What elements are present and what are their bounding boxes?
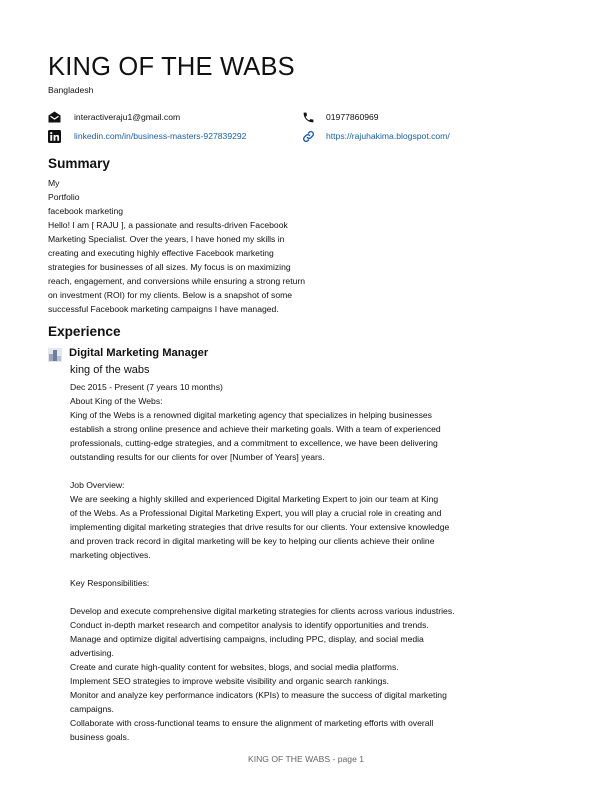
summary-heading: Summary	[48, 156, 110, 171]
job-line: Create and curate high-quality content for websites, blogs, and social media platforms.	[70, 662, 399, 672]
company-logo-icon	[48, 348, 62, 362]
summary-line: on investment (ROI) for my clients. Below is a snapshot of some	[48, 290, 293, 300]
email-contact[interactable]	[48, 110, 180, 124]
job-line: marketing objectives.	[70, 550, 151, 560]
phone-contact[interactable]	[302, 110, 379, 124]
job-line: Develop and execute comprehensive digital marketing strategies for clients across various industries.	[70, 606, 455, 616]
job-title: Digital Marketing Manager	[69, 347, 209, 359]
website-contact[interactable]	[302, 129, 450, 143]
job-dates: Dec 2015 - Present (7 years 10 months)	[70, 382, 223, 392]
summary-line: Marketing Specialist. Over the years, I have honed my skills in	[48, 234, 285, 244]
job-line: About King of the Webs:	[70, 396, 163, 406]
phone-icon	[302, 110, 318, 124]
linkedin-link[interactable]: linkedin.com/in/business-masters-927839292	[74, 131, 247, 141]
job-line: outstanding results for our clients for over [Number of Years] years.	[70, 452, 325, 462]
job-line: Job Overview:	[70, 480, 125, 490]
job-line: Manage and optimize digital advertising campaigns, including PPC, display, and social media	[70, 634, 424, 644]
job-line: advertising.	[70, 648, 114, 658]
linkedin-contact[interactable]	[48, 129, 246, 143]
website-link[interactable]: https://rajuhakima.blogspot.com/	[326, 131, 450, 141]
summary-body	[48, 176, 368, 316]
job-line: implementing digital marketing strategies that drive results for our clients. Your extensive knowledge	[70, 522, 450, 532]
summary-line: successful Facebook marketing campaigns I have managed.	[48, 304, 279, 314]
job-line: campaigns.	[70, 704, 114, 714]
envelope-icon	[48, 110, 64, 124]
job-line: King of the Webs is a renowned digital marketing agency that specializes in helping businesses	[70, 410, 432, 420]
job-line	[70, 464, 540, 478]
summary-line: reach, engagement, and conversions while ensuring a strong return	[48, 276, 306, 286]
job-line: Collaborate with cross-functional teams to ensure the alignment of marketing efforts with overall	[70, 718, 434, 728]
job-line: establish a strong online presence and achieve their marketing goals. With a team of experienced	[70, 424, 441, 434]
linkedin-icon	[48, 129, 64, 143]
summary-line: Hello! I am [ RAJU ], a passionate and results-driven Facebook	[48, 220, 288, 230]
job-line	[70, 562, 540, 576]
summary-line: Portfolio	[48, 192, 80, 202]
job-line: Monitor and analyze key performance indicators (KPIs) to measure the success of digital marketing	[70, 690, 447, 700]
job-line: Conduct in-depth market research and competitor analysis to identify opportunities and trends.	[70, 620, 429, 630]
job-description	[70, 380, 540, 744]
link-icon	[302, 129, 318, 143]
job-line	[70, 590, 540, 604]
job-line: business goals.	[70, 732, 130, 742]
job-line: and proven track record in digital marketing will be key to helping our clients achieve their online	[70, 536, 435, 546]
job-line: of the Webs. As a Professional Digital Marketing Expert, you will play a crucial role in creating and	[70, 508, 442, 518]
candidate-location: Bangladesh	[48, 85, 94, 95]
summary-line: facebook marketing	[48, 206, 123, 216]
page-footer: KING OF THE WABS - page 1	[247, 754, 365, 764]
phone-text: 01977860969	[326, 112, 379, 122]
candidate-name: KING OF THE WABS	[48, 53, 295, 81]
job-line: We are seeking a highly skilled and experienced Digital Marketing Expert to join our team at King	[70, 494, 439, 504]
job-company: king of the wabs	[70, 364, 150, 376]
summary-line: My	[48, 178, 60, 188]
email-text: interactiveraju1@gmail.com	[74, 112, 181, 122]
job-line: Key Responsibilities:	[70, 578, 150, 588]
job-line: professionals, cutting-edge strategies, and a commitment to excellence, we have been delivering	[70, 438, 438, 448]
job-line: Implement SEO strategies to improve website visibility and organic search rankings.	[70, 676, 390, 686]
summary-line: strategies for businesses of all sizes. My focus is on maximizing	[48, 262, 291, 272]
experience-heading: Experience	[48, 324, 121, 339]
summary-line: creating and executing highly effective Facebook marketing	[48, 248, 274, 258]
